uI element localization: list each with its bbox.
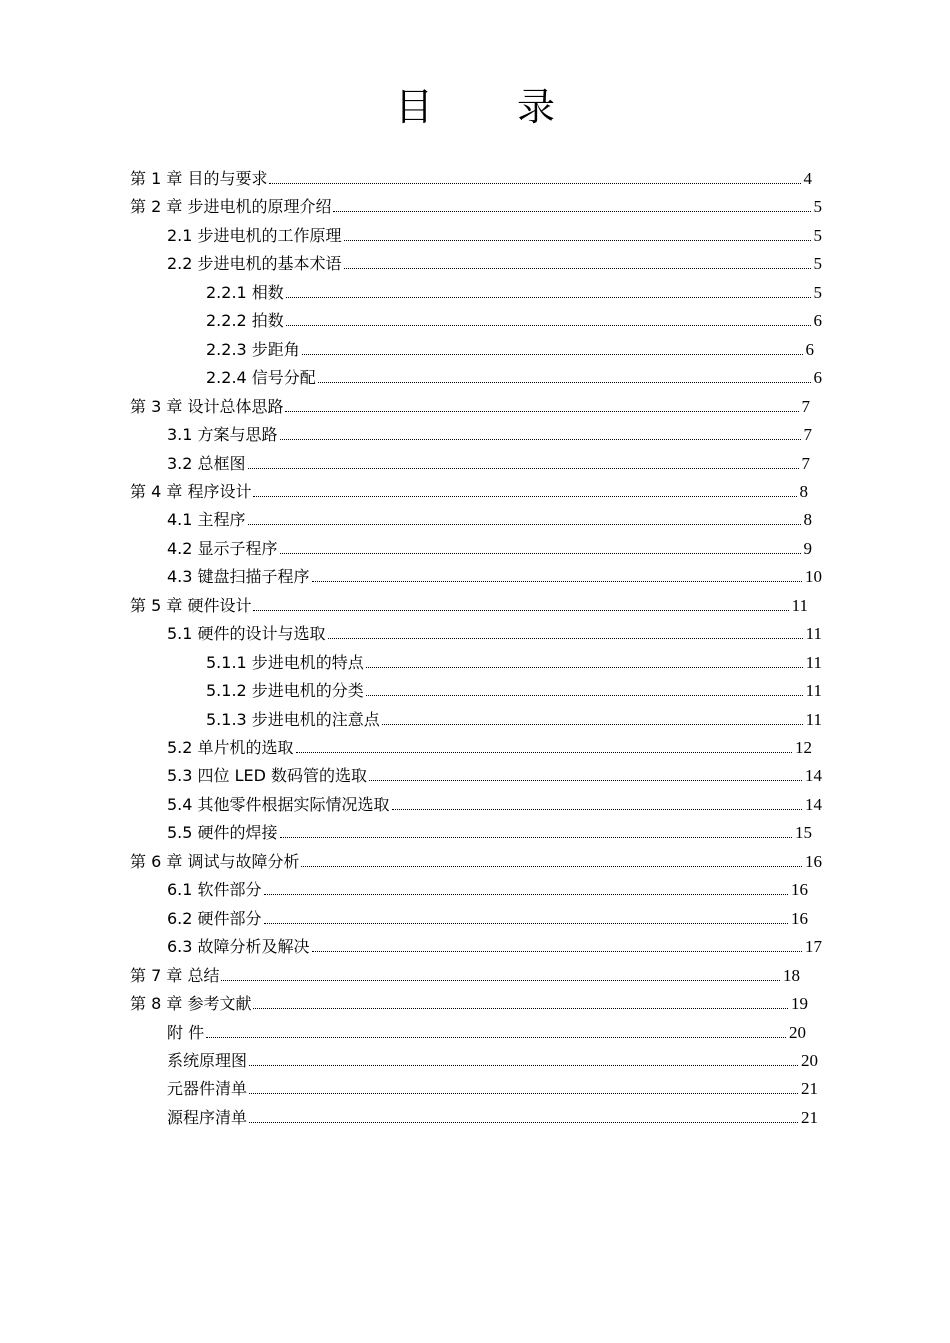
toc-entry-page: 11 [805, 709, 822, 729]
toc-entry-page: 14 [805, 766, 822, 786]
toc-entry[interactable] [167, 1015, 806, 1043]
toc-entry-page: 16 [805, 851, 822, 871]
toc-entry[interactable] [206, 275, 822, 303]
toc-dot-leader [248, 468, 799, 469]
toc-dot-leader [253, 610, 788, 611]
toc-entry[interactable] [206, 645, 822, 673]
toc-entry-label: 附 件 [167, 1022, 205, 1042]
toc-entry-page: 4 [803, 169, 812, 188]
toc-entry-label: 第 2 章 步进电机的原理介绍 [130, 197, 332, 217]
toc-entry-page: 8 [803, 510, 812, 530]
toc-dot-leader [366, 695, 803, 696]
toc-entry[interactable] [130, 389, 810, 417]
toc-dot-leader [312, 581, 802, 582]
toc-entry-label: 第 4 章 程序设计 [130, 481, 252, 501]
toc-dot-leader [344, 268, 811, 269]
toc-entry[interactable] [167, 929, 822, 957]
toc-entry[interactable] [206, 702, 822, 730]
toc-dot-leader [344, 240, 811, 241]
toc-entry[interactable] [167, 872, 808, 900]
toc-entry-label: 2.2.3 步距角 [206, 339, 300, 359]
toc-dot-leader [249, 1093, 798, 1094]
toc-entry-page: 9 [803, 538, 812, 558]
toc-entry-label: 元器件清单 [167, 1079, 248, 1099]
toc-entry[interactable] [167, 446, 810, 474]
toc-dot-leader [286, 325, 811, 326]
toc-dot-leader [249, 1122, 798, 1123]
toc-dot-leader [249, 1065, 798, 1066]
toc-entry-label: 5.4 其他零件根据实际情况选取 [167, 794, 390, 814]
toc-entry[interactable] [206, 303, 822, 331]
toc-entry[interactable] [206, 332, 814, 360]
toc-entry-page: 7 [803, 425, 812, 445]
toc-entry[interactable] [167, 417, 812, 445]
toc-entry-label: 5.5 硬件的焊接 [167, 823, 278, 843]
toc-entry[interactable] [130, 474, 808, 502]
toc-entry-label: 第 3 章 设计总体思路 [130, 396, 284, 416]
toc-entry[interactable] [167, 730, 812, 758]
toc-entry[interactable] [167, 531, 812, 559]
toc-entry[interactable] [206, 360, 822, 388]
toc-dot-leader [312, 951, 802, 952]
toc-entry[interactable] [167, 1071, 818, 1099]
toc-entry-page: 7 [801, 396, 810, 416]
toc-entry-page: 5 [813, 254, 822, 274]
toc-entry-label: 5.3 四位 LED 数码管的选取 [167, 766, 368, 786]
toc-dot-leader [264, 894, 788, 895]
toc-dot-leader [280, 837, 792, 838]
toc-entry-page: 19 [791, 994, 808, 1014]
toc-entry-label: 3.1 方案与思路 [167, 425, 278, 445]
toc-entry-label: 5.2 单片机的选取 [167, 738, 294, 757]
toc-entry-label: 2.2.2 拍数 [206, 311, 284, 331]
toc-entry[interactable] [167, 616, 822, 644]
toc-entry-label: 第 6 章 调试与故障分析 [130, 851, 300, 871]
toc-entry-page: 18 [783, 965, 800, 985]
toc-entry-label: 第 7 章 总结 [130, 965, 220, 985]
toc-dot-leader [286, 297, 811, 298]
toc-entry[interactable] [130, 588, 808, 616]
toc-entry-page: 14 [805, 794, 822, 814]
toc-entry-label: 6.1 软件部分 [167, 880, 262, 900]
toc-dot-leader [253, 496, 796, 497]
toc-dot-leader [369, 780, 802, 781]
toc-dot-leader [285, 411, 798, 412]
toc-entry-label: 第 5 章 硬件设计 [130, 595, 252, 615]
toc-entry-label: 5.1 硬件的设计与选取 [167, 624, 326, 644]
toc-entry-page: 17 [805, 937, 822, 957]
toc-entry-page: 15 [795, 823, 812, 843]
toc-dot-leader [318, 382, 811, 383]
toc-entry-label: 2.2.4 信号分配 [206, 368, 316, 388]
toc-dot-leader [264, 923, 788, 924]
toc-entry-label: 源程序清单 [167, 1107, 248, 1127]
toc-dot-leader [280, 553, 801, 554]
toc-entry-label: 5.1.3 步进电机的注意点 [206, 709, 380, 729]
toc-dot-leader [366, 667, 803, 668]
toc-entry-page: 21 [801, 1079, 818, 1099]
toc-dot-leader [328, 638, 803, 639]
toc-entry[interactable] [206, 673, 822, 701]
toc-entry-page: 11 [805, 624, 822, 644]
toc-entry-page: 6 [813, 368, 822, 388]
toc-dot-leader [301, 866, 802, 867]
toc-dot-leader [296, 752, 792, 753]
toc-dot-leader [221, 980, 780, 981]
toc-entry-page: 5 [813, 282, 822, 302]
toc-dot-leader [269, 183, 800, 184]
toc-entry-page: 8 [799, 481, 808, 501]
toc-entry-label: 4.3 键盘扫描子程序 [167, 567, 310, 587]
toc-entry[interactable] [167, 787, 822, 815]
toc-entry-label: 5.1.1 步进电机的特点 [206, 652, 364, 672]
toc-entry-label: 6.2 硬件部分 [167, 908, 262, 928]
toc-entry-label: 5.1.2 步进电机的分类 [206, 681, 364, 701]
toc-entry-label: 4.1 主程序 [167, 510, 246, 530]
toc-entry-label: 2.2 步进电机的基本术语 [167, 254, 342, 274]
toc-entry-page: 5 [813, 225, 822, 245]
toc-entry-label: 第 8 章 参考文献 [130, 994, 252, 1014]
toc-entry-page: 16 [791, 880, 808, 900]
toc-entry[interactable] [167, 1100, 818, 1128]
toc-entry[interactable] [130, 189, 822, 217]
toc-entry[interactable] [167, 559, 822, 587]
toc-entry-label: 6.3 故障分析及解决 [167, 937, 310, 957]
toc-entry[interactable] [167, 218, 822, 246]
toc-entry-label: 4.2 显示子程序 [167, 538, 278, 558]
toc-entry-page: 10 [805, 567, 822, 587]
toc-entry-page: 12 [795, 738, 812, 757]
toc-entry-label: 2.2.1 相数 [206, 282, 284, 302]
toc-entry-label: 第 1 章 目的与要求 [130, 169, 268, 188]
toc-entry[interactable] [167, 815, 812, 843]
toc-entry-page: 7 [801, 453, 810, 473]
toc-entry[interactable] [130, 161, 812, 189]
toc-entry-label: 2.1 步进电机的工作原理 [167, 225, 342, 245]
toc-entry[interactable] [167, 502, 812, 530]
toc-entry[interactable] [130, 844, 822, 872]
toc-entry-page: 21 [801, 1107, 818, 1127]
toc-entry-page: 6 [813, 311, 822, 331]
toc-entry[interactable] [130, 958, 800, 986]
toc-dot-leader [392, 809, 802, 810]
toc-entry-page: 11 [805, 681, 822, 701]
toc-entry-page: 20 [801, 1050, 818, 1070]
toc-entry-page: 11 [805, 652, 822, 672]
toc-entry-label: 系统原理图 [167, 1050, 248, 1070]
toc-entry[interactable] [167, 901, 808, 929]
toc-entry-page: 20 [789, 1022, 806, 1042]
toc-dot-leader [206, 1037, 786, 1038]
toc-entry[interactable] [167, 1043, 818, 1071]
toc-entry-page: 6 [805, 339, 814, 359]
toc-dot-leader [248, 524, 801, 525]
toc-entry-label: 3.2 总框图 [167, 453, 246, 473]
toc-dot-leader [333, 211, 810, 212]
toc-entry-page: 5 [813, 197, 822, 217]
page-title: 目 录 [394, 85, 592, 129]
toc-dot-leader [302, 354, 803, 355]
toc-dot-leader [253, 1008, 788, 1009]
toc-entry-page: 11 [791, 595, 808, 615]
toc-entry[interactable] [167, 758, 822, 786]
toc-dot-leader [280, 439, 801, 440]
toc-entry-page: 16 [791, 908, 808, 928]
toc-entry[interactable] [130, 986, 808, 1014]
toc-dot-leader [382, 724, 803, 725]
toc-entry[interactable] [167, 246, 822, 274]
